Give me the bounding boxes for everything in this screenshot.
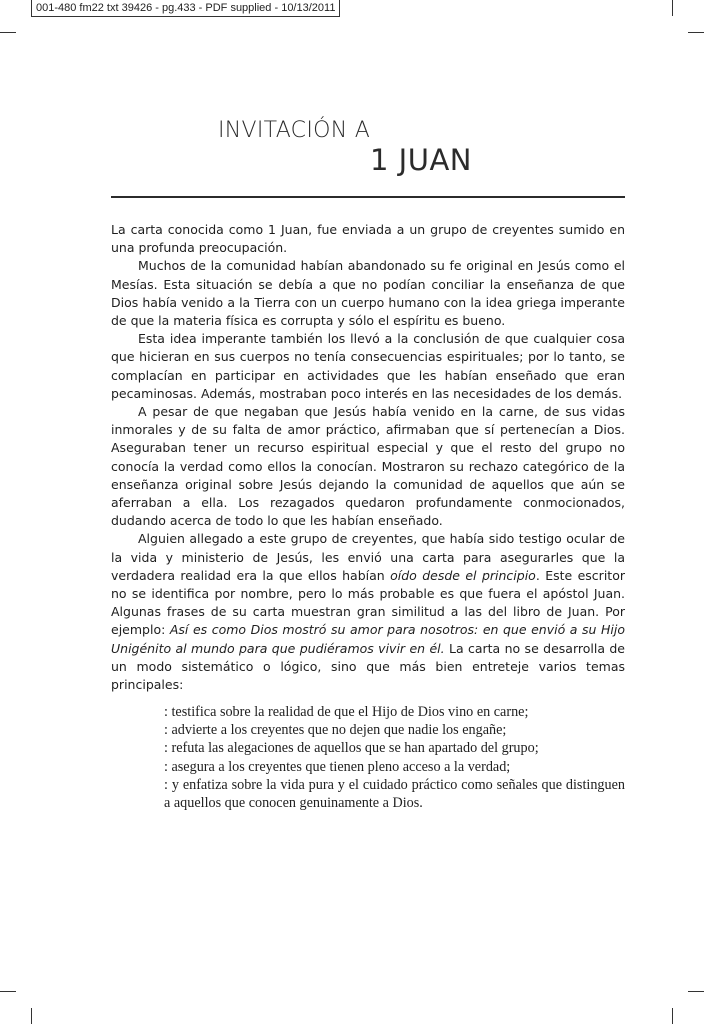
theme-item: : refuta las alegaciones de aquellos que se han apartado del grupo; <box>164 740 539 757</box>
paragraph-3: Esta idea imperante también los llevó a la conclusión de que cualquier cosa que hicieran en sus cuerpos no tenía consecuencias espirituales; por lo tanto, se complacían en participar en actividades que les habían enseñado que eran pecaminosas. Además, mostraban poco interés en las necesidades de los demás. <box>111 331 625 401</box>
themes-list <box>164 703 625 812</box>
theme-item: : advierte a los creyentes que no dejen que nadie los engañe; <box>164 722 507 739</box>
paragraph-5-part2: . Este escritor no se identifica por nombre, pero lo más probable es que fuera el apóstol Juan. Algunas frases de su carta muestran gran similitud a las del libro de Juan. Por ejemplo: <box>111 567 625 638</box>
crop-mark-top-left <box>31 0 32 16</box>
chapter-title-line1: INVITACIÓN A <box>218 118 371 143</box>
crop-mark-top-right <box>672 0 673 16</box>
paragraph-5-part3: La carta no se desarrolla de un modo sistemático o lógico, sino que más bien entreteje varios temas principales: <box>111 640 625 693</box>
print-slug: 001-480 fm22 txt 39426 - pg.433 - PDF supplied - 10/13/2011 <box>31 0 340 17</box>
theme-item: : testifica sobre la realidad de que el Hijo de Dios vino en carne; <box>164 704 529 721</box>
crop-mark-bottom-right <box>672 1008 673 1024</box>
paragraph-4: A pesar de que negaban que Jesús había venido en la carne, de sus vidas inmorales y de su falta de amor práctico, afirmaban que sí pertenecían a Dios. Aseguraban tener un recurso espiritual especial y que el resto del grupo no conocía la verdad como ellos la conocían. Mostraron su rechazo categórico de la enseñanza original sobre Jesús dejando la comunidad de aquellos que aún se aferraban a ella. Los rezagados quedaron profundamente conmocionados, dudando acerca de todo lo que les habían enseñado. <box>111 404 625 529</box>
theme-item: : asegura a los creyentes que tienen pleno acceso a la verdad; <box>164 758 511 775</box>
paragraph-5 <box>111 530 625 694</box>
crop-mark-right-top <box>688 32 704 33</box>
title-divider <box>111 196 625 198</box>
body-text <box>111 221 625 812</box>
crop-mark-left-bottom <box>0 991 16 992</box>
crop-mark-right-bottom <box>688 991 704 992</box>
crop-mark-left-top <box>0 32 16 33</box>
paragraph-2: Muchos de la comunidad habían abandonado su fe original en Jesús como el Mesías. Esta situación se debía a que no podían conciliar la enseñanza de que Dios había venido a la Tierra con un cuerpo humano con la idea griega imperante de que la materia física es corrupta y sólo el espíritu es bueno. <box>111 258 625 329</box>
crop-mark-bottom-left <box>31 1008 32 1024</box>
paragraph-5-part1: Alguien allegado a este grupo de creyentes, que había sido testigo ocular de la vida y ministerio de Jesús, les envió una carta para asegurarles que la verdadera realidad era la que ellos habían <box>111 531 625 583</box>
theme-item: : y enfatiza sobre la vida pura y el cuidado práctico como señales que distinguen a aquellos que conocen genuinamente a Dios. <box>164 776 625 811</box>
chapter-title-line2: 1 JUAN <box>370 143 472 177</box>
scripture-quote: Así es como Dios mostró su amor para nosotros: en que envió a su Hijo Unigénito al mundo para que pudiéramos vivir en él. <box>111 622 625 656</box>
quote-phrase: oído desde el principio <box>390 567 536 583</box>
paragraph-1: La carta conocida como 1 Juan, fue enviada a un grupo de creyentes sumido en una profunda preocupación. <box>111 222 625 256</box>
